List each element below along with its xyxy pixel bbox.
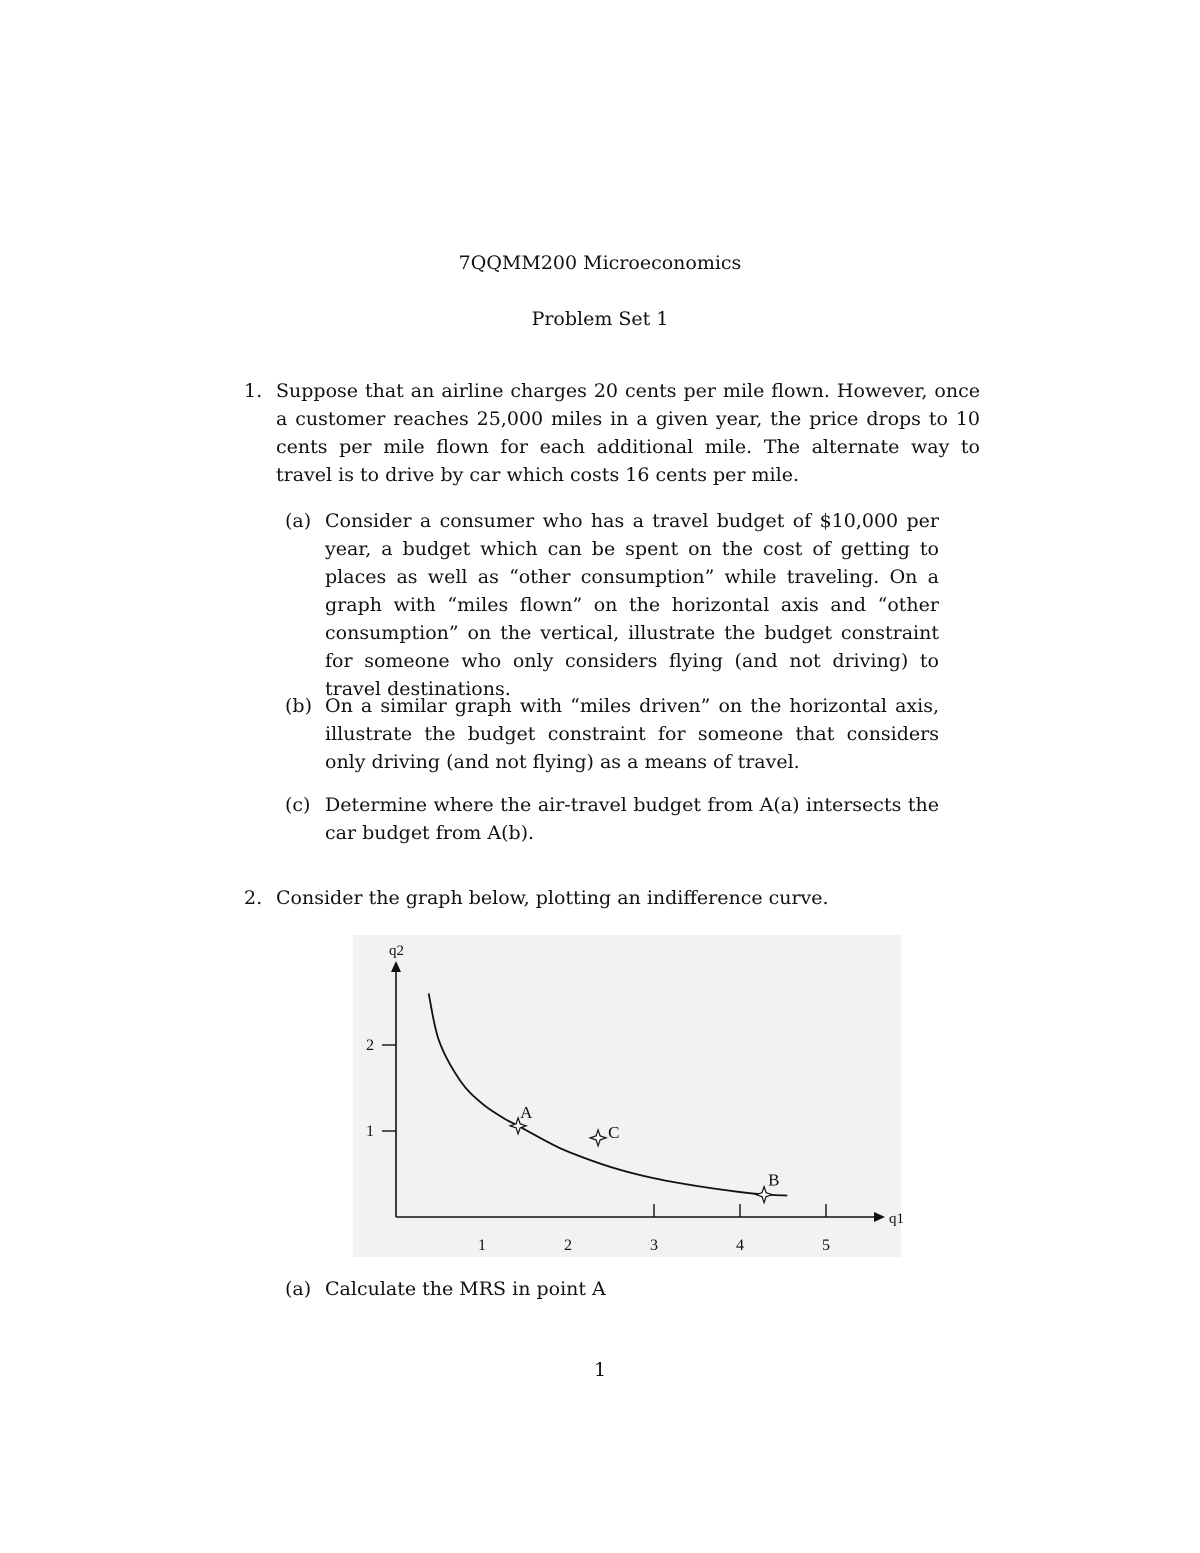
- x-tick-label: 2: [564, 1237, 572, 1254]
- question-1c-label: (c): [285, 794, 311, 816]
- question-1a-text: Consider a consumer who has a travel budget of $10,000 per year, a budget which can be spent on the cost of getting to places as well as “other consumption” while traveling. On a graph with “miles flown” on the horizontal axis and “other consumption” on the vertical, illustrate the budget constraint for someone who only considers flying (and not driving) to travel destinations.: [325, 510, 939, 700]
- x-tick-label: 1: [478, 1237, 486, 1254]
- question-1-number: 1.: [244, 380, 263, 402]
- x-tick-label: 4: [736, 1237, 744, 1254]
- question-2: [244, 884, 980, 914]
- question-2-number: 2.: [244, 887, 263, 909]
- y-tick-label: 1: [366, 1123, 374, 1140]
- question-1c: [285, 791, 980, 851]
- question-1b-label: (b): [285, 695, 312, 717]
- question-2a: [285, 1275, 980, 1305]
- chart-background: [353, 935, 901, 1257]
- indifference-curve-figure: [353, 935, 904, 1257]
- point-b-label: B: [768, 1170, 780, 1190]
- question-1b: [285, 692, 980, 782]
- question-1b-text: On a similar graph with “miles driven” on the horizontal axis, illustrate the budget constraint for someone that considers only driving (and not flying) as a means of travel.: [325, 695, 939, 773]
- problem-set-title: Problem Set 1: [531, 308, 669, 330]
- course-title: 7QQMM200 Microeconomics: [458, 252, 742, 274]
- point-a-label: A: [520, 1102, 533, 1122]
- question-2-text: Consider the graph below, plotting an indifference curve.: [276, 887, 829, 909]
- indifference-curve-chart: [353, 935, 904, 1257]
- question-2a-label: (a): [285, 1278, 312, 1300]
- question-1a: [285, 507, 980, 700]
- x-axis-label: q1: [889, 1211, 904, 1227]
- page-number: 1: [593, 1359, 607, 1381]
- y-axis-label: q2: [389, 943, 404, 959]
- question-1a-label: (a): [285, 510, 312, 532]
- question-2a-text: Calculate the MRS in point A: [325, 1278, 606, 1300]
- question-1-text: Suppose that an airline charges 20 cents per mile flown. However, once a customer reaches 25,000 miles in a given year, the price drops to 10 cents per mile flown for each additional mile. The alternate way to travel is to drive by car which costs 16 cents per mile.: [276, 380, 980, 486]
- y-tick-label: 2: [366, 1037, 374, 1054]
- x-tick-label: 3: [650, 1237, 658, 1254]
- x-tick-label: 5: [822, 1237, 830, 1254]
- question-1: [244, 377, 980, 497]
- point-c-label: C: [608, 1122, 620, 1142]
- question-1c-text: Determine where the air-travel budget from A(a) intersects the car budget from A(b).: [325, 794, 939, 844]
